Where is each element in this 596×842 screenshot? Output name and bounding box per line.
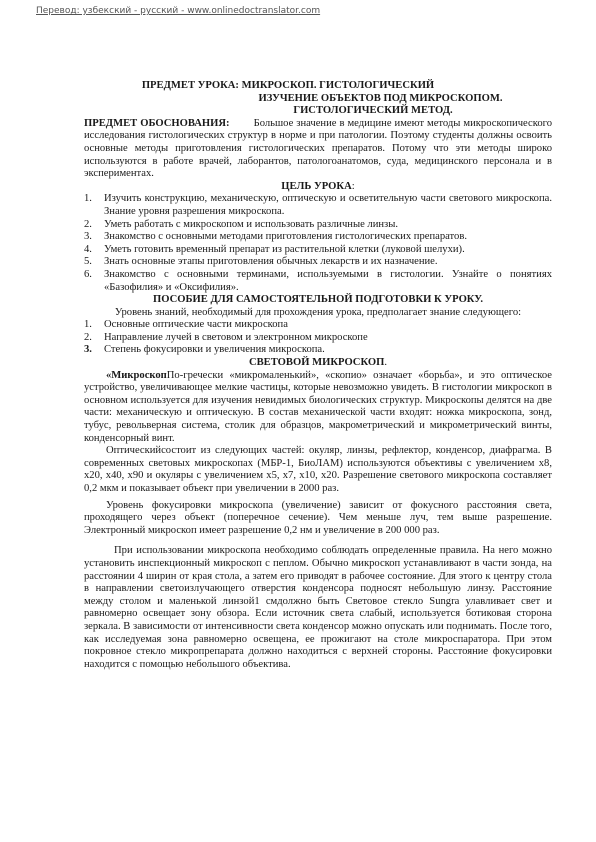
goal-item: 2. Уметь работать с микроскопом и использовать различные линзы. <box>84 218 399 230</box>
goal-item: 6. Знакомство с основными терминами, используемыми в гистологии. Узнайте о понятиях «Базофилия» и «Оксифилия». <box>84 268 552 293</box>
document-page <box>84 80 552 671</box>
rationale-text: Большое значение в медицине имеют методы микроскопического исследования гистологических структур в норме и при патологии. Поэтому студенты должны освоить основные методы приготовления гистологических препаратов. Потому что эти методы широко используются в работе врачей, лаборантов, патологоанатомов, суда, медицинского персонала и в экспериментах. <box>84 117 553 180</box>
light-paragraph-1: «МикроскопПо-гречески «микромаленький», «скопио» означает «борьба», и это оптическое устройство, увеличивающее мелкие частицы, которые невозможно увидеть. В гистологии микроскоп в основном используется для изучения невидимых биологических структур. Микроскопы делятся на две части: механическую и оптическую. В состав механической части входят: ножка микроскопа, зонд, тубус, револьверная система, столик для образцов, макрометрический и микрометрический винты, конденсорный винт. <box>84 369 552 444</box>
goal-list <box>84 193 552 294</box>
goal-item: 1. Изучить конструкцию, механическую, оптическую и осветительную части светового микроскопа. Знание уровня разрешения микроскопа. <box>84 193 552 217</box>
goal-item: 3. Знакомство с основными методами приготовления гистологических препаратов. <box>84 231 467 243</box>
selfprep-heading: ПОСОБИЕ ДЛЯ САМОСТОЯТЕЛЬНОЙ ПОДГОТОВКИ К УРОКУ. <box>153 294 483 306</box>
rationale-paragraph <box>84 118 552 181</box>
selfprep-item: 2. Направление лучей в световом и электронном микроскопе <box>84 331 368 343</box>
selfprep-list <box>84 319 552 357</box>
selfprep-intro: Уровень знаний, необходимый для прохождения урока, предполагает знание следующего: <box>114 306 522 318</box>
goal-item: 5. Знать основные этапы приготовления обычных лекарств и их назначение. <box>84 256 438 268</box>
goal-item: 4. Уметь готовить временный препарат из растительной клетки (луковой шелухи). <box>84 243 465 255</box>
microscope-term: «Микроскоп <box>106 369 167 381</box>
light-paragraph-3: Уровень фокусировки микроскопа (увеличение) зависит от фокусного расстояния света, проходящего через объект (поперечное сечение). Чем меньше луч, тем выше разрешение. Электронный микроскоп имеет разрешение 0,2 нм и увеличение в 200 000 раз. <box>84 499 552 536</box>
rationale-label: ПРЕДМЕТ ОБОСНОВАНИЯ: <box>84 117 230 129</box>
goal-heading: ЦЕЛЬ УРОКА: <box>281 180 355 192</box>
title-line-2: ИЗУЧЕНИЕ ОБЪЕКТОВ ПОД МИКРОСКОПОМ. <box>258 92 503 104</box>
light-heading: СВЕТОВОЙ МИКРОСКОП. <box>248 357 388 369</box>
title-line-3: ГИСТОЛОГИЧЕСКИЙ МЕТОД. <box>293 105 453 117</box>
translator-banner-link[interactable]: Перевод: узбекский - русский - www.onlinedoctranslator.com <box>36 6 321 16</box>
light-paragraph-2: Оптическийсостоит из следующих частей: окуляр, линзы, рефлектор, конденсор, диафрагма. В современных световых микроскопах (МБР-1, БиоЛАМ) используются объективы с увеличением х8, х20, х40, х90 и окуляры с увеличением х5, х7, х10, х20. Разрешение светового микроскопа составляет 0,2 мкм и показывает объект при увеличении в 2000 раз. <box>84 445 552 494</box>
title-line-1: ПРЕДМЕТ УРОКА: МИКРОСКОП. ГИСТОЛОГИЧЕСКИЙ <box>141 80 435 91</box>
light-paragraph-4: При использовании микроскопа необходимо соблюдать определенные правила. На него можно установить инспекционный микроскоп с пеплом. Обычно микроскоп устанавливают в части зонда, на расстоянии 4 ширин от края стола, а затем его приводят в рабочее состояние. Для этого к центру стола в направлении светоизлучающего отверстия конденсора подносят небольшую линзу. Расстояние между столом и маленькой линзой1 смдолжно быть Световое стекло Sungra улавливает свет и равномерно освещает зону обзора. Если источник света слабый, используется ботиковая сторона зеркала. В зависимости от интенсивности света конденсор можно опускать или поднимать. После того, как исследуемая зона равномерно освещена, ее прожигают на столе микроспаратора. При этом покровное стекло микропрепарата должно находиться с верхней стороны. Расстояние фокусировки находится с помощью небольшого объектива. <box>84 545 552 670</box>
selfprep-item: 3. Степень фокусировки и увеличения микроскопа. <box>84 344 325 356</box>
selfprep-item: 1. Основные оптические части микроскопа <box>84 319 288 331</box>
